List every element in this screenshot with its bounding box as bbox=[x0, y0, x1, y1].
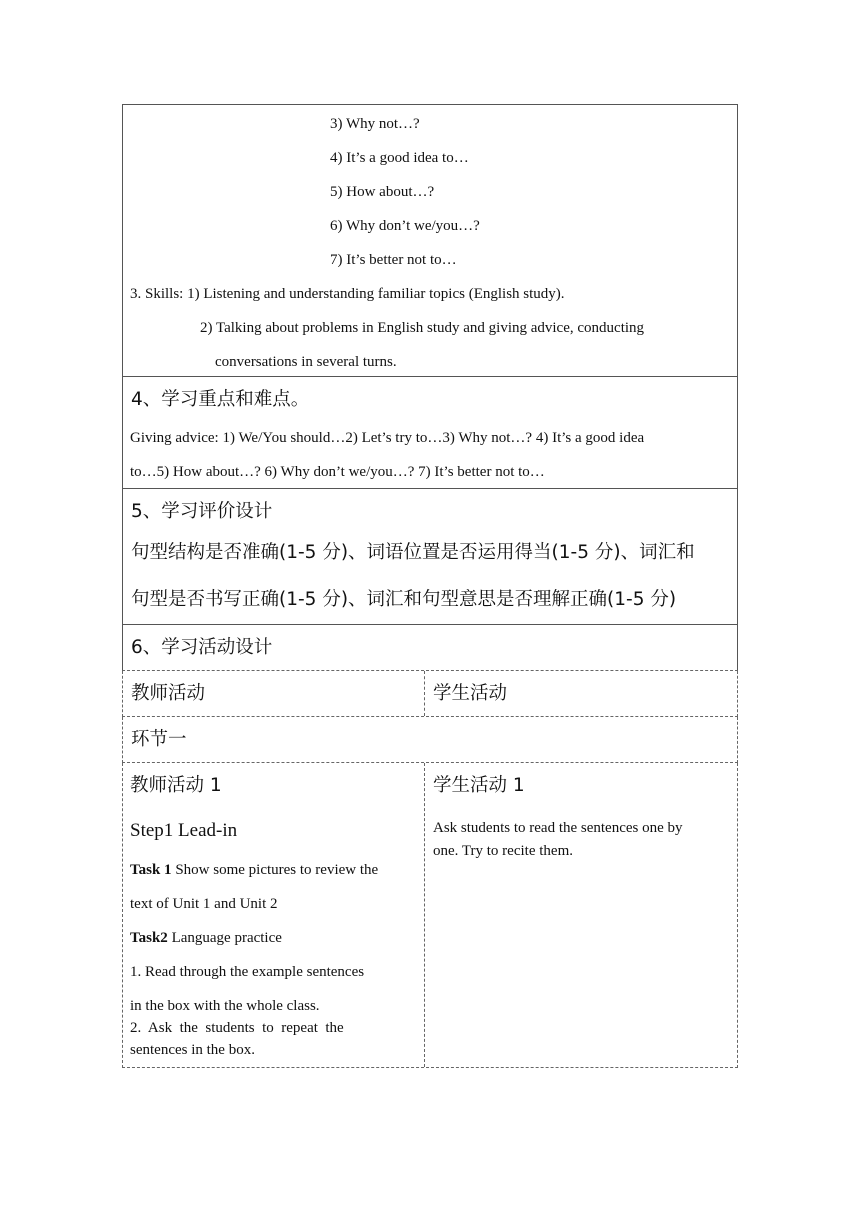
student-activity-cell bbox=[425, 763, 737, 1067]
list-item: 1. Read through the example sentences bbox=[130, 964, 365, 980]
task1-text-cont: text of Unit 1 and Unit 2 bbox=[130, 896, 278, 912]
lesson-plan-table bbox=[122, 104, 738, 1068]
phrase-item: 5) How about…? bbox=[330, 184, 435, 200]
activity-header-row bbox=[122, 671, 738, 717]
task2-label: Task2 bbox=[130, 930, 168, 946]
skills-line: conversations in several turns. bbox=[215, 354, 397, 370]
key-points-line: to…5) How about…? 6) Why don’t we/you…? 7) It’s better not to… bbox=[130, 464, 545, 480]
task2-text: Language practice bbox=[167, 930, 282, 946]
evaluation-line: 句型结构是否准确(1-5 分)、词语位置是否运用得当(1-5 分)、词汇和 bbox=[131, 542, 695, 563]
key-points-section bbox=[122, 376, 738, 488]
student-activity-title: 学生活动 1 bbox=[433, 775, 525, 796]
phrase-item: 4) It’s a good idea to… bbox=[330, 150, 469, 166]
task2-line bbox=[130, 921, 424, 955]
stage-label: 环节一 bbox=[131, 729, 187, 750]
section-heading: 5、学习评价设计 bbox=[131, 501, 273, 522]
step-title: Step1 Lead-in bbox=[130, 820, 238, 841]
skills-line: 2) Talking about problems in English study and giving advice, conducting bbox=[200, 320, 645, 336]
objectives-section bbox=[122, 104, 738, 376]
activity-design-section bbox=[122, 624, 738, 671]
activity-row bbox=[122, 763, 738, 1068]
evaluation-section bbox=[122, 488, 738, 624]
list-item: 2. Ask the students to repeat the bbox=[130, 1020, 344, 1036]
section-heading: 6、学习活动设计 bbox=[131, 637, 273, 658]
student-activity-text: Ask students to read the sentences one by bbox=[433, 820, 683, 836]
student-activity-header: 学生活动 bbox=[433, 683, 508, 704]
teacher-activity-header: 教师活动 bbox=[123, 671, 425, 716]
student-activity-text: one. Try to recite them. bbox=[433, 843, 573, 859]
list-item-cont: in the box with the whole class. bbox=[130, 998, 320, 1014]
task1-text: Show some pictures to review the bbox=[171, 862, 379, 878]
teacher-activity-title: 教师活动 1 bbox=[130, 775, 222, 796]
key-points-line: Giving advice: 1) We/You should…2) Let’s try to…3) Why not…? 4) It’s a good idea bbox=[130, 430, 645, 446]
phrase-item: 7) It’s better not to… bbox=[330, 252, 457, 268]
evaluation-line: 句型是否书写正确(1-5 分)、词汇和句型意思是否理解正确(1-5 分) bbox=[131, 589, 677, 610]
task1-label: Task 1 bbox=[130, 862, 172, 878]
phrase-item: 3) Why not…? bbox=[330, 116, 420, 132]
teacher-activity-cell bbox=[123, 763, 425, 1067]
list-item-cont: sentences in the box. bbox=[130, 1042, 255, 1058]
task1-line bbox=[130, 853, 424, 887]
stage-row bbox=[122, 717, 738, 763]
skills-line: 3. Skills: 1) Listening and understanding familiar topics (English study). bbox=[130, 286, 565, 302]
phrase-item: 6) Why don’t we/you…? bbox=[330, 218, 480, 234]
section-heading: 4、学习重点和难点。 bbox=[131, 389, 310, 410]
